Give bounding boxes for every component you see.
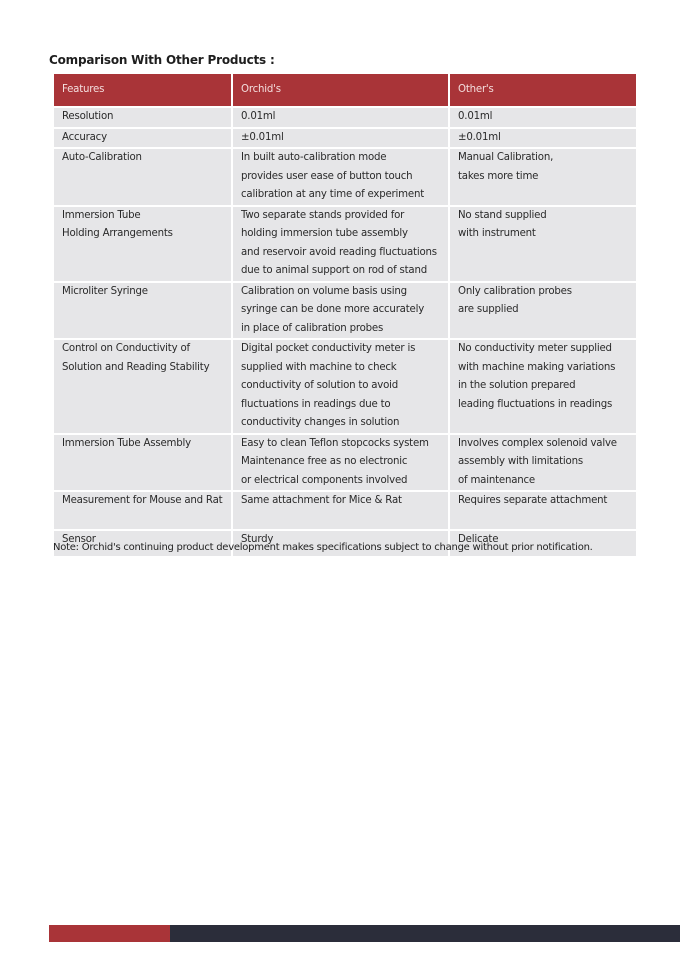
cell-text: Same attachment for Mice & Rat: [241, 495, 402, 506]
cell-text: Immersion Tube Assembly: [62, 437, 191, 449]
cell-text: Calibration on volume basis using: [241, 285, 407, 297]
cell-text: 0.01ml: [241, 111, 276, 122]
table-row: [53, 107, 637, 128]
cell-text: In built auto-calibration mode: [241, 152, 387, 163]
table-row: [53, 206, 637, 282]
cell-text: due to animal support on rod of stand: [241, 265, 427, 276]
column-header-others: Other's: [449, 73, 637, 107]
table-row: [53, 282, 637, 340]
feature-cell: [53, 206, 232, 282]
footer-bar-accent: [49, 925, 170, 942]
cell-text: conductivity of solution to avoid: [241, 380, 399, 391]
cell-text: Measurement for Mouse and Rat: [62, 495, 223, 506]
cell-text: 0.01ml: [458, 111, 493, 122]
cell-text: in the solution prepared: [458, 380, 576, 391]
cell-text: Microliter Syringe: [62, 285, 148, 297]
other-cell: [449, 107, 637, 128]
cell-text: No stand supplied: [458, 209, 547, 221]
cell-text: or electrical components involved: [241, 474, 408, 486]
cell-text: Maintenance free as no electronic: [241, 456, 408, 467]
other-cell: [449, 434, 637, 492]
cell-text: and reservoir avoid reading fluctuations: [241, 246, 437, 258]
feature-cell: [53, 491, 232, 530]
cell-text: Holding Arrangements: [62, 228, 173, 239]
other-cell: [449, 148, 637, 206]
other-cell: [449, 339, 637, 434]
cell-text: provides user ease of button touch: [241, 170, 413, 182]
cell-text: Sensor: [62, 534, 96, 545]
table-header-row: [53, 73, 637, 107]
feature-cell: [53, 339, 232, 434]
orchid-cell: [232, 148, 449, 206]
footnote: Note: Orchid's continuing product development makes specifications subject to change without prior notification.: [53, 542, 593, 553]
table-row: [53, 434, 637, 492]
cell-text: ±0.01ml: [458, 131, 501, 143]
table-row: [53, 148, 637, 206]
cell-text: Delicate: [458, 534, 499, 545]
column-header-orchids: Orchid's: [232, 73, 449, 107]
other-cell: [449, 206, 637, 282]
other-cell: [449, 128, 637, 149]
cell-text: Auto-Calibration: [62, 152, 142, 163]
cell-text: Solution and Reading Stability: [62, 361, 210, 373]
cell-text: syringe can be done more accurately: [241, 304, 425, 315]
cell-text: Manual Calibration,: [458, 152, 554, 163]
footer-bar: [170, 925, 680, 942]
cell-text: with instrument: [458, 228, 536, 239]
cell-text: Involves complex solenoid valve: [458, 437, 617, 449]
feature-cell: [53, 434, 232, 492]
table-row: [53, 128, 637, 149]
cell-text: are supplied: [458, 304, 519, 315]
cell-text: fluctuations in readings due to: [241, 398, 391, 410]
cell-text: Accuracy: [62, 131, 107, 143]
table-row: [53, 491, 637, 530]
column-header-features: Features: [53, 73, 232, 107]
cell-text: conductivity changes in solution: [241, 417, 400, 428]
cell-text: with machine making variations: [458, 361, 616, 373]
orchid-cell: [232, 434, 449, 492]
feature-cell: [53, 282, 232, 340]
feature-cell: [53, 148, 232, 206]
cell-text: calibration at any time of experiment: [241, 189, 425, 200]
cell-text: Sturdy: [241, 534, 274, 545]
feature-cell: [53, 107, 232, 128]
cell-text: Requires separate attachment: [458, 495, 608, 506]
section-title: Comparison With Other Products :: [49, 53, 275, 67]
cell-text: of maintenance: [458, 474, 535, 486]
cell-text: holding immersion tube assembly: [241, 228, 408, 239]
cell-text: Control on Conductivity of: [62, 343, 190, 354]
cell-text: No conductivity meter supplied: [458, 343, 612, 354]
cell-text: assembly with limitations: [458, 456, 583, 467]
orchid-cell: [232, 339, 449, 434]
table-row: [53, 339, 637, 434]
cell-text: supplied with machine to check: [241, 361, 397, 373]
cell-text: Immersion Tube: [62, 209, 141, 221]
cell-text: Easy to clean Teflon stopcocks system: [241, 437, 429, 449]
cell-text: Resolution: [62, 111, 114, 122]
comparison-table: [52, 72, 638, 558]
cell-text: takes more time: [458, 170, 539, 182]
orchid-cell: [232, 491, 449, 530]
cell-text: ±0.01ml: [241, 131, 284, 143]
other-cell: [449, 282, 637, 340]
feature-cell: [53, 128, 232, 149]
cell-text: leading fluctuations in readings: [458, 398, 613, 410]
orchid-cell: [232, 107, 449, 128]
orchid-cell: [232, 206, 449, 282]
cell-text: Two separate stands provided for: [241, 209, 405, 221]
other-cell: [449, 491, 637, 530]
cell-text: in place of calibration probes: [241, 322, 384, 334]
orchid-cell: [232, 128, 449, 149]
orchid-cell: [232, 282, 449, 340]
cell-text: Only calibration probes: [458, 285, 572, 297]
cell-text: Digital pocket conductivity meter is: [241, 343, 416, 354]
